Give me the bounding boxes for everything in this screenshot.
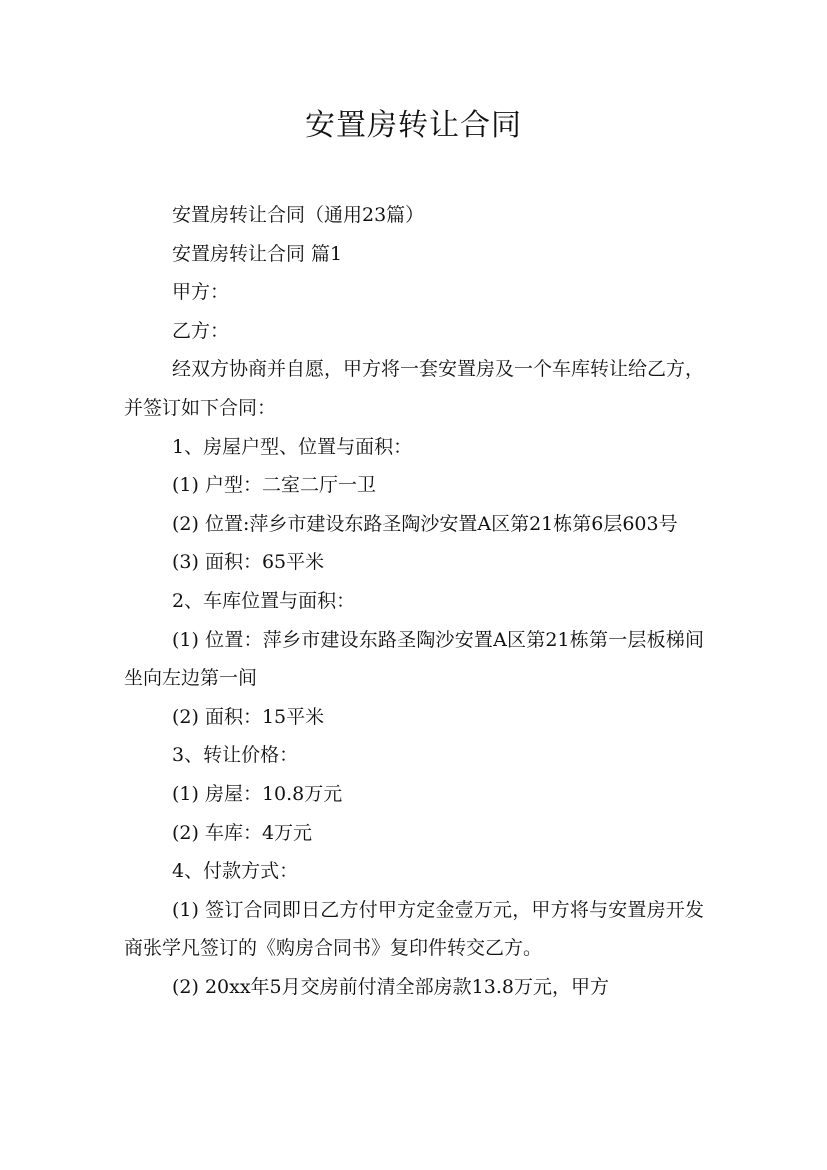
paragraph: (2) 车库：4万元 [172, 821, 313, 844]
document-title: 安置房转让合同 [305, 108, 522, 143]
paragraph: 4、付款方式： [172, 860, 299, 883]
document-body [124, 196, 704, 1006]
paragraph: (2) 20xx年5月交房前付清全部房款13.8万元，甲方 [172, 975, 609, 998]
paragraph: (2) 位置:萍乡市建设东路圣陶沙安置A区第21栋第6层603号 [172, 512, 678, 535]
paragraph: 甲方： [172, 281, 230, 304]
paragraph: 安置房转让合同 篇1 [172, 242, 343, 265]
paragraph: (1) 位置：萍乡市建设东路圣陶沙安置A区第21栋第一层板梯间坐向左边第一间 [124, 628, 704, 690]
paragraph: (3) 面积：65平米 [172, 551, 325, 574]
paragraph: (1) 签订合同即日乙方付甲方定金壹万元，甲方将与安置房开发商张学凡签订的《购房合同书》复印件转交乙方。 [124, 898, 704, 960]
paragraph: 乙方： [172, 319, 230, 342]
paragraph: 经双方协商并自愿，甲方将一套安置房及一个车库转让给乙方，并签订如下合同： [124, 358, 705, 419]
paragraph: 1、房屋户型、位置与面积： [172, 435, 413, 458]
paragraph: (2) 面积：15平米 [172, 705, 325, 728]
paragraph: 2、车库位置与面积： [172, 589, 356, 612]
paragraph: (1) 房屋：10.8万元 [172, 782, 343, 805]
paragraph: 3、转让价格： [172, 744, 299, 767]
paragraph: (1) 户型：二室二厅一卫 [172, 474, 376, 497]
paragraph: 安置房转让合同（通用23篇） [172, 204, 425, 226]
